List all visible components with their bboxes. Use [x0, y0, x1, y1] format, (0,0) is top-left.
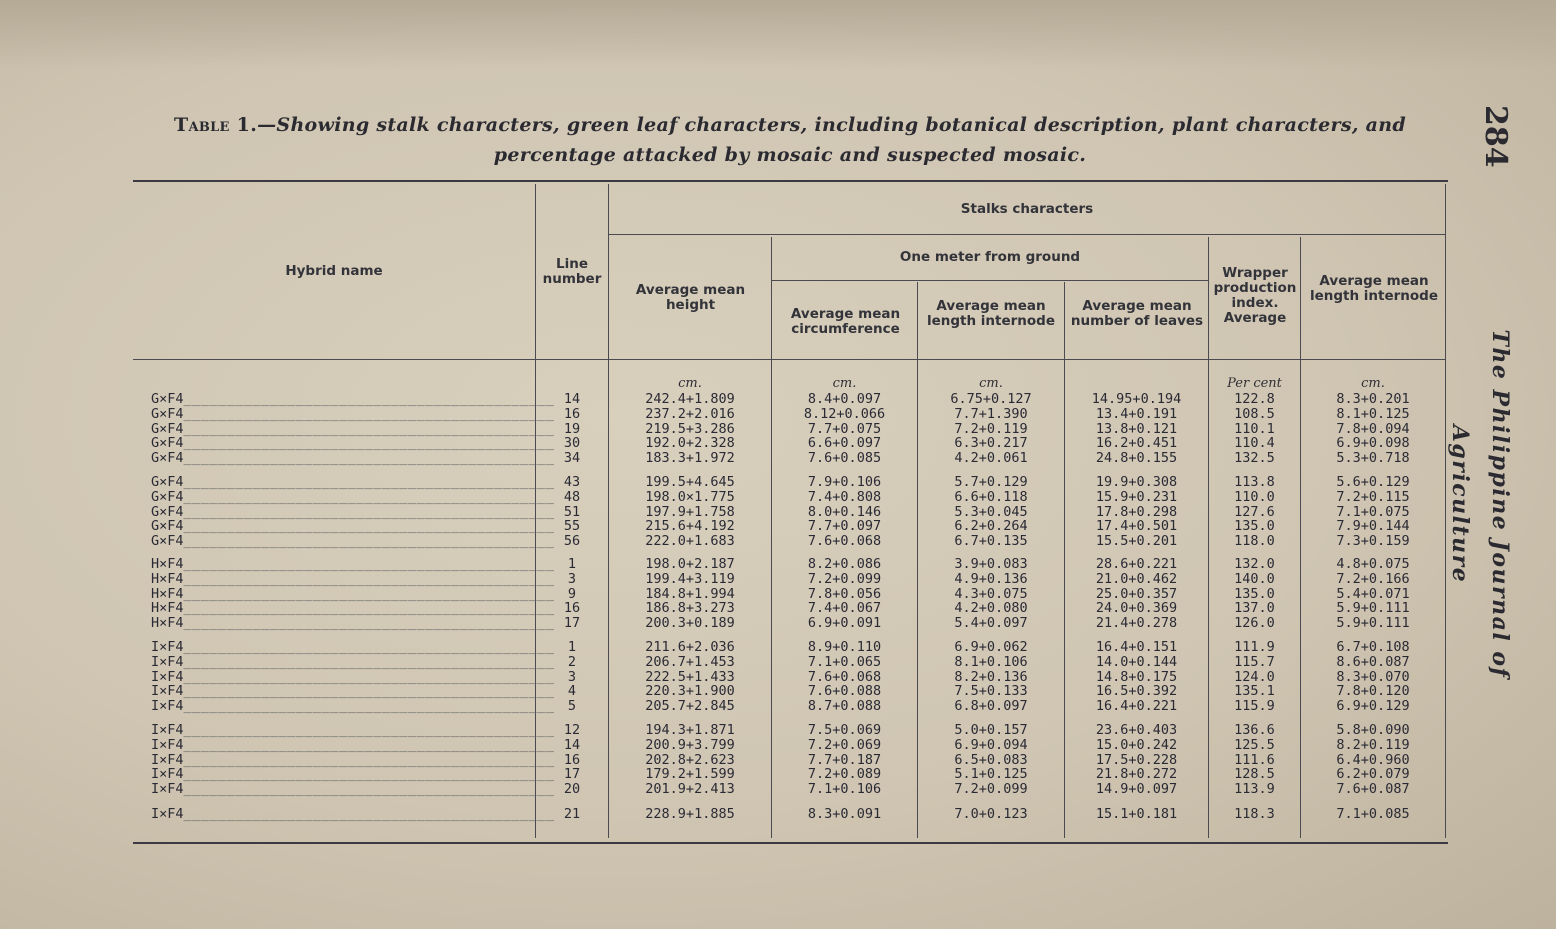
hybrid-name-text: I×F4 — [151, 806, 184, 822]
hybrid-name-cell — [151, 670, 555, 685]
data-cell: 13.8+0.121 — [1095, 420, 1178, 437]
data-cell: 15.1+0.181 — [1095, 806, 1178, 822]
line-number-cell: 21 — [563, 806, 581, 822]
data-cell: 184.8+1.994 — [645, 585, 735, 602]
data-cell: 28.6+0.221 — [1095, 556, 1178, 572]
data-cell: 5.8+0.090 — [1336, 722, 1410, 738]
data-cell: 8.12+0.066 — [803, 405, 886, 422]
leader-dots: ___________________________________________ — [183, 435, 555, 452]
hybrid-name-cell — [151, 616, 555, 631]
leader-dots: ___________________________________________ — [183, 420, 555, 437]
data-cell: 108.5 — [1234, 405, 1275, 422]
data-cell: 7.2+0.089 — [807, 766, 882, 783]
leader-dots: ___________________________________________ — [183, 556, 555, 572]
data-cell: 110.4 — [1234, 435, 1275, 452]
data-cell: 6.9+0.129 — [1336, 698, 1410, 715]
hybrid-name-text: I×F4 — [151, 653, 184, 670]
data-cell: 128.5 — [1234, 766, 1275, 783]
leader-dots: ___________________________________________ — [183, 736, 555, 753]
data-cell: 8.4+0.097 — [807, 391, 882, 407]
data-cell: 14.9+0.097 — [1095, 781, 1178, 798]
data-cell: 115.7 — [1234, 653, 1275, 670]
data-cell: 132.0 — [1234, 556, 1275, 572]
data-cell: 7.6+0.085 — [807, 450, 882, 467]
data-cell: 5.4+0.071 — [1336, 585, 1410, 602]
table-caption — [135, 110, 1445, 170]
data-cell: 5.1+0.125 — [954, 766, 1028, 783]
hybrid-name-cell — [151, 534, 555, 549]
data-table — [133, 180, 1448, 844]
data-cell: 125.5 — [1234, 736, 1275, 753]
data-cell: 136.6 — [1234, 722, 1275, 738]
data-cell: 237.2+2.016 — [645, 405, 735, 422]
data-cell: 8.3+0.201 — [1336, 391, 1410, 407]
data-cell: 6.9+0.098 — [1336, 435, 1410, 452]
data-cell: 15.0+0.242 — [1095, 736, 1178, 753]
hybrid-name-cell — [151, 753, 555, 768]
header-one-meter: One meter from ground — [899, 249, 1081, 265]
line-number-cell: 19 — [563, 420, 581, 437]
line-number-cell: 3 — [567, 570, 577, 587]
hybrid-name-text: G×F4 — [151, 420, 184, 437]
hybrid-name-text: H×F4 — [151, 585, 184, 602]
data-cell: 6.2+0.079 — [1336, 766, 1410, 783]
data-cell: 127.6 — [1234, 503, 1275, 520]
leader-dots: ___________________________________________ — [183, 698, 555, 715]
hybrid-name-text: G×F4 — [151, 474, 184, 490]
hybrid-name-cell — [151, 557, 555, 572]
data-cell: 205.7+2.845 — [645, 698, 735, 715]
data-cell: 118.3 — [1234, 806, 1275, 822]
line-number-cell: 48 — [563, 488, 581, 505]
data-cell: 16.4+0.221 — [1095, 698, 1178, 715]
data-cell: 8.3+0.070 — [1336, 668, 1410, 685]
data-cell: 111.9 — [1234, 639, 1275, 655]
data-cell: 7.5+0.069 — [807, 722, 882, 738]
line-number-cell: 1 — [567, 556, 577, 572]
hybrid-name-text: G×F4 — [151, 450, 184, 467]
header-stalks-characters: Stalks characters — [960, 201, 1094, 217]
data-cell: 7.7+0.075 — [807, 420, 882, 437]
data-cell: 199.5+4.645 — [645, 474, 735, 490]
data-cell: 228.9+1.885 — [645, 806, 735, 822]
hybrid-name-cell — [151, 392, 555, 407]
data-cell: 201.9+2.413 — [645, 781, 735, 798]
unit-label: cm. — [979, 376, 1003, 391]
line-number-cell: 14 — [563, 736, 581, 753]
unit-label: Per cent — [1227, 376, 1282, 391]
data-cell: 8.7+0.088 — [807, 698, 882, 715]
data-cell: 7.4+0.067 — [807, 600, 882, 617]
header-number-of-leaves: Average mean number of leaves — [1070, 298, 1204, 329]
data-cell: 7.2+0.166 — [1336, 570, 1410, 587]
hybrid-name-text: I×F4 — [151, 698, 184, 715]
data-cell: 7.6+0.068 — [807, 668, 882, 685]
data-cell: 192.0+2.328 — [645, 435, 735, 452]
data-cell: 126.0 — [1234, 615, 1275, 632]
unit-label: cm. — [832, 376, 857, 391]
line-number-cell: 16 — [563, 600, 581, 617]
header-rule — [609, 234, 1445, 235]
line-number-cell: 5 — [567, 698, 577, 715]
hybrid-name-text: I×F4 — [151, 683, 184, 700]
leader-dots: ___________________________________________ — [183, 683, 555, 700]
data-cell: 7.6+0.068 — [807, 533, 882, 550]
data-cell: 6.6+0.118 — [954, 488, 1028, 505]
data-cell: 113.8 — [1234, 474, 1275, 490]
data-cell: 206.7+1.453 — [645, 653, 735, 670]
line-number-cell: 43 — [563, 474, 581, 490]
data-cell: 7.8+0.056 — [807, 585, 882, 602]
data-cell: 13.4+0.191 — [1095, 405, 1178, 422]
data-cell: 8.1+0.106 — [954, 653, 1028, 670]
hybrid-name-text: I×F4 — [151, 722, 184, 738]
line-number-cell: 17 — [563, 766, 581, 783]
leader-dots: ___________________________________________ — [183, 503, 555, 520]
data-cell: 24.0+0.369 — [1095, 600, 1178, 617]
hybrid-name-cell — [151, 475, 555, 490]
data-cell: 21.4+0.278 — [1095, 615, 1178, 632]
data-cell: 7.8+0.094 — [1336, 420, 1410, 437]
data-cell: 7.7+0.097 — [807, 518, 882, 535]
data-cell: 7.5+0.133 — [954, 683, 1028, 700]
data-cell: 6.75+0.127 — [950, 391, 1032, 407]
data-cell: 21.0+0.462 — [1095, 570, 1178, 587]
data-cell: 5.3+0.718 — [1336, 450, 1410, 467]
data-cell: 16.2+0.451 — [1095, 435, 1178, 452]
data-cell: 17.4+0.501 — [1095, 518, 1178, 535]
data-cell: 25.0+0.357 — [1095, 585, 1178, 602]
data-cell: 140.0 — [1234, 570, 1275, 587]
data-cell: 199.4+3.119 — [645, 570, 735, 587]
hybrid-name-text: I×F4 — [151, 751, 184, 768]
header-length-internode-1m: Average mean length internode — [926, 298, 1056, 329]
data-cell: 6.8+0.097 — [954, 698, 1028, 715]
page-shadow — [0, 0, 1556, 70]
data-cell: 7.2+0.069 — [807, 736, 882, 753]
data-cell: 7.1+0.106 — [807, 781, 882, 798]
data-cell: 21.8+0.272 — [1095, 766, 1178, 783]
data-cell: 5.0+0.157 — [954, 722, 1028, 738]
leader-dots: ___________________________________________ — [183, 653, 555, 670]
data-cell: 5.9+0.111 — [1336, 600, 1410, 617]
hybrid-name-text: G×F4 — [151, 518, 184, 535]
data-cell: 220.3+1.900 — [645, 683, 735, 700]
data-cell: 110.0 — [1234, 488, 1275, 505]
data-cell: 111.6 — [1234, 751, 1275, 768]
data-cell: 7.1+0.085 — [1336, 806, 1410, 822]
hybrid-name-cell — [151, 807, 555, 822]
table-caption-lead: Table 1. — [174, 114, 258, 136]
line-number-cell: 9 — [567, 585, 577, 602]
data-cell: 122.8 — [1234, 391, 1275, 407]
hybrid-name-cell — [151, 782, 555, 797]
header-rule — [133, 359, 1445, 360]
header-circumference: Average mean circumference — [790, 306, 901, 337]
unit-label: cm. — [678, 376, 702, 391]
leader-dots: ___________________________________________ — [183, 600, 555, 617]
data-cell: 6.3+0.217 — [954, 435, 1028, 452]
data-cell: 17.8+0.298 — [1095, 503, 1178, 520]
data-cell: 135.0 — [1234, 518, 1275, 535]
data-cell: 8.2+0.119 — [1336, 736, 1410, 753]
data-cell: 17.5+0.228 — [1095, 751, 1178, 768]
hybrid-name-cell — [151, 655, 555, 670]
hybrid-name-cell — [151, 723, 555, 738]
header-length-internode: Average mean length internode — [1309, 273, 1439, 304]
line-number-cell: 20 — [563, 781, 581, 798]
data-cell: 7.1+0.075 — [1336, 503, 1410, 520]
data-cell: 124.0 — [1234, 668, 1275, 685]
hybrid-name-text: G×F4 — [151, 503, 184, 520]
data-cell: 6.7+0.108 — [1336, 639, 1410, 655]
hybrid-name-text: H×F4 — [151, 570, 184, 587]
hybrid-name-text: G×F4 — [151, 488, 184, 505]
line-number-cell: 3 — [567, 668, 577, 685]
data-cell: 7.2+0.099 — [807, 570, 882, 587]
data-cell: 7.2+0.115 — [1336, 488, 1410, 505]
data-cell: 5.7+0.129 — [954, 474, 1028, 490]
data-cell: 5.6+0.129 — [1336, 474, 1410, 490]
line-number-cell: 56 — [563, 533, 581, 550]
hybrid-name-cell — [151, 738, 555, 753]
line-number-cell: 4 — [567, 683, 577, 700]
line-number-cell: 12 — [563, 722, 581, 738]
hybrid-name-cell — [151, 767, 555, 782]
data-cell: 7.6+0.088 — [807, 683, 882, 700]
data-cell: 14.0+0.144 — [1095, 653, 1178, 670]
data-cell: 200.9+3.799 — [645, 736, 735, 753]
data-cell: 198.0+2.187 — [645, 556, 735, 572]
unit-label: cm. — [1361, 376, 1385, 391]
data-cell: 8.3+0.091 — [807, 806, 882, 822]
data-cell: 7.0+0.123 — [954, 806, 1028, 822]
data-cell: 6.5+0.083 — [954, 751, 1028, 768]
data-cell: 194.3+1.871 — [645, 722, 735, 738]
data-cell: 24.8+0.155 — [1095, 450, 1178, 467]
data-cell: 6.9+0.062 — [954, 639, 1028, 655]
data-cell: 115.9 — [1234, 698, 1275, 715]
data-cell: 15.9+0.231 — [1095, 488, 1178, 505]
leader-dots: ___________________________________________ — [183, 450, 555, 467]
data-cell: 8.6+0.087 — [1336, 653, 1410, 670]
leader-dots: ___________________________________________ — [183, 570, 555, 587]
data-cell: 7.4+0.808 — [807, 488, 882, 505]
data-cell: 135.1 — [1234, 683, 1275, 700]
data-cell: 8.1+0.125 — [1336, 405, 1410, 422]
data-cell: 200.3+0.189 — [645, 615, 735, 632]
hybrid-name-text: H×F4 — [151, 615, 184, 632]
header-line-number: Line number — [542, 256, 602, 287]
header-hybrid-name: Hybrid name — [285, 263, 383, 279]
leader-dots: ___________________________________________ — [183, 518, 555, 535]
data-cell: 14.8+0.175 — [1095, 668, 1178, 685]
data-cell: 5.3+0.045 — [954, 503, 1028, 520]
hybrid-name-cell — [151, 572, 555, 587]
data-cell: 4.3+0.075 — [954, 585, 1028, 602]
data-cell: 222.0+1.683 — [645, 533, 735, 550]
hybrid-name-cell — [151, 684, 555, 699]
column-rule — [1445, 184, 1446, 838]
line-number-cell: 2 — [567, 653, 577, 670]
data-cell: 183.3+1.972 — [645, 450, 735, 467]
line-number-cell: 16 — [563, 751, 581, 768]
leader-dots: ___________________________________________ — [183, 751, 555, 768]
data-cell: 7.9+0.106 — [807, 474, 882, 490]
line-number-cell: 16 — [563, 405, 581, 422]
line-number-cell: 55 — [563, 518, 581, 535]
line-number-cell: 17 — [563, 615, 581, 632]
data-cell: 110.1 — [1234, 420, 1275, 437]
running-head: The Philippine Journal of Agriculture — [1447, 329, 1513, 679]
data-cell: 186.8+3.273 — [645, 600, 735, 617]
data-cell: 3.9+0.083 — [954, 556, 1028, 572]
hybrid-name-text: G×F4 — [151, 405, 184, 422]
leader-dots: ___________________________________________ — [183, 668, 555, 685]
data-cell: 8.9+0.110 — [807, 639, 882, 655]
data-cell: 198.0×1.775 — [645, 488, 735, 505]
data-cell: 215.6+4.192 — [645, 518, 735, 535]
leader-dots: ___________________________________________ — [183, 391, 555, 407]
data-cell: 222.5+1.433 — [645, 668, 735, 685]
hybrid-name-cell — [151, 490, 555, 505]
hybrid-name-text: I×F4 — [151, 668, 184, 685]
leader-dots: ___________________________________________ — [183, 722, 555, 738]
leader-dots: ___________________________________________ — [183, 585, 555, 602]
data-cell: 4.2+0.061 — [954, 450, 1028, 467]
hybrid-name-text: H×F4 — [151, 600, 184, 617]
hybrid-name-cell — [151, 422, 555, 437]
data-cell: 6.4+0.960 — [1336, 751, 1410, 768]
data-cell: 16.5+0.392 — [1095, 683, 1178, 700]
data-cell: 118.0 — [1234, 533, 1275, 550]
header-rule — [772, 280, 1208, 281]
header-wrapper-index: Wrapper production index. Average — [1213, 265, 1297, 326]
hybrid-name-text: I×F4 — [151, 736, 184, 753]
hybrid-name-cell — [151, 407, 555, 422]
data-cell: 6.7+0.135 — [954, 533, 1028, 550]
line-number-cell: 14 — [563, 391, 581, 407]
data-cell: 4.8+0.075 — [1336, 556, 1410, 572]
data-cell: 7.7+1.390 — [954, 405, 1028, 422]
page-number: 284 — [1478, 105, 1513, 168]
data-cell: 202.8+2.623 — [645, 751, 735, 768]
data-cell: 7.3+0.159 — [1336, 533, 1410, 550]
data-cell: 4.9+0.136 — [954, 570, 1028, 587]
data-cell: 242.4+1.809 — [645, 391, 735, 407]
hybrid-name-text: H×F4 — [151, 556, 184, 572]
leader-dots: ___________________________________________ — [183, 615, 555, 632]
data-cell: 16.4+0.151 — [1095, 639, 1178, 655]
data-cell: 219.5+3.286 — [645, 420, 735, 437]
line-number-cell: 30 — [563, 435, 581, 452]
data-cell: 113.9 — [1234, 781, 1275, 798]
data-cell: 8.0+0.146 — [807, 503, 882, 520]
hybrid-name-text: G×F4 — [151, 533, 184, 550]
hybrid-name-text: I×F4 — [151, 639, 184, 655]
hybrid-name-cell — [151, 505, 555, 520]
leader-dots: ___________________________________________ — [183, 766, 555, 783]
leader-dots: ___________________________________________ — [183, 488, 555, 505]
data-cell: 7.8+0.120 — [1336, 683, 1410, 700]
data-cell: 8.2+0.136 — [954, 668, 1028, 685]
data-cell: 8.2+0.086 — [807, 556, 882, 572]
hybrid-name-text: G×F4 — [151, 435, 184, 452]
data-cell: 15.5+0.201 — [1095, 533, 1178, 550]
data-cell: 7.1+0.065 — [807, 653, 882, 670]
header-average-height: Average mean height — [635, 282, 746, 313]
data-cell: 137.0 — [1234, 600, 1275, 617]
hybrid-name-text: I×F4 — [151, 766, 184, 783]
hybrid-name-cell — [151, 601, 555, 616]
data-cell: 7.2+0.099 — [954, 781, 1028, 798]
data-cell: 211.6+2.036 — [645, 639, 735, 655]
hybrid-name-cell — [151, 640, 555, 655]
leader-dots: ___________________________________________ — [183, 533, 555, 550]
leader-dots: ___________________________________________ — [183, 781, 555, 798]
data-cell: 5.9+0.111 — [1336, 615, 1410, 632]
data-cell: 6.9+0.091 — [807, 615, 882, 632]
data-cell: 14.95+0.194 — [1091, 391, 1182, 407]
data-cell: 6.9+0.094 — [954, 736, 1028, 753]
data-cell: 179.2+1.599 — [645, 766, 735, 783]
data-cell: 5.4+0.097 — [954, 615, 1028, 632]
hybrid-name-text: I×F4 — [151, 781, 184, 798]
leader-dots: ___________________________________________ — [183, 639, 555, 655]
data-cell: 19.9+0.308 — [1095, 474, 1178, 490]
line-number-cell: 1 — [567, 639, 577, 655]
data-cell: 7.6+0.087 — [1336, 781, 1410, 798]
leader-dots: ___________________________________________ — [183, 806, 555, 822]
data-cell: 197.9+1.758 — [645, 503, 735, 520]
data-cell: 4.2+0.080 — [954, 600, 1028, 617]
hybrid-name-cell — [151, 436, 555, 451]
leader-dots: ___________________________________________ — [183, 405, 555, 422]
data-cell: 7.7+0.187 — [807, 751, 882, 768]
line-number-cell: 34 — [563, 450, 581, 467]
hybrid-name-text: G×F4 — [151, 391, 184, 407]
hybrid-name-cell — [151, 451, 555, 466]
data-cell: 135.0 — [1234, 585, 1275, 602]
leader-dots: ___________________________________________ — [183, 474, 555, 490]
data-cell: 7.9+0.144 — [1336, 518, 1410, 535]
hybrid-name-cell — [151, 519, 555, 534]
table-caption-text: —Showing stalk characters, green leaf characters, including botanical description, plant characters, and percentage attacked by mosaic and suspected mosaic. — [257, 114, 1406, 166]
data-cell: 6.6+0.097 — [807, 435, 882, 452]
hybrid-name-cell — [151, 699, 555, 714]
hybrid-name-cell — [151, 587, 555, 602]
data-cell: 132.5 — [1234, 450, 1275, 467]
data-cell: 7.2+0.119 — [954, 420, 1028, 437]
line-number-cell: 51 — [563, 503, 581, 520]
data-cell: 23.6+0.403 — [1095, 722, 1178, 738]
data-cell: 6.2+0.264 — [954, 518, 1028, 535]
